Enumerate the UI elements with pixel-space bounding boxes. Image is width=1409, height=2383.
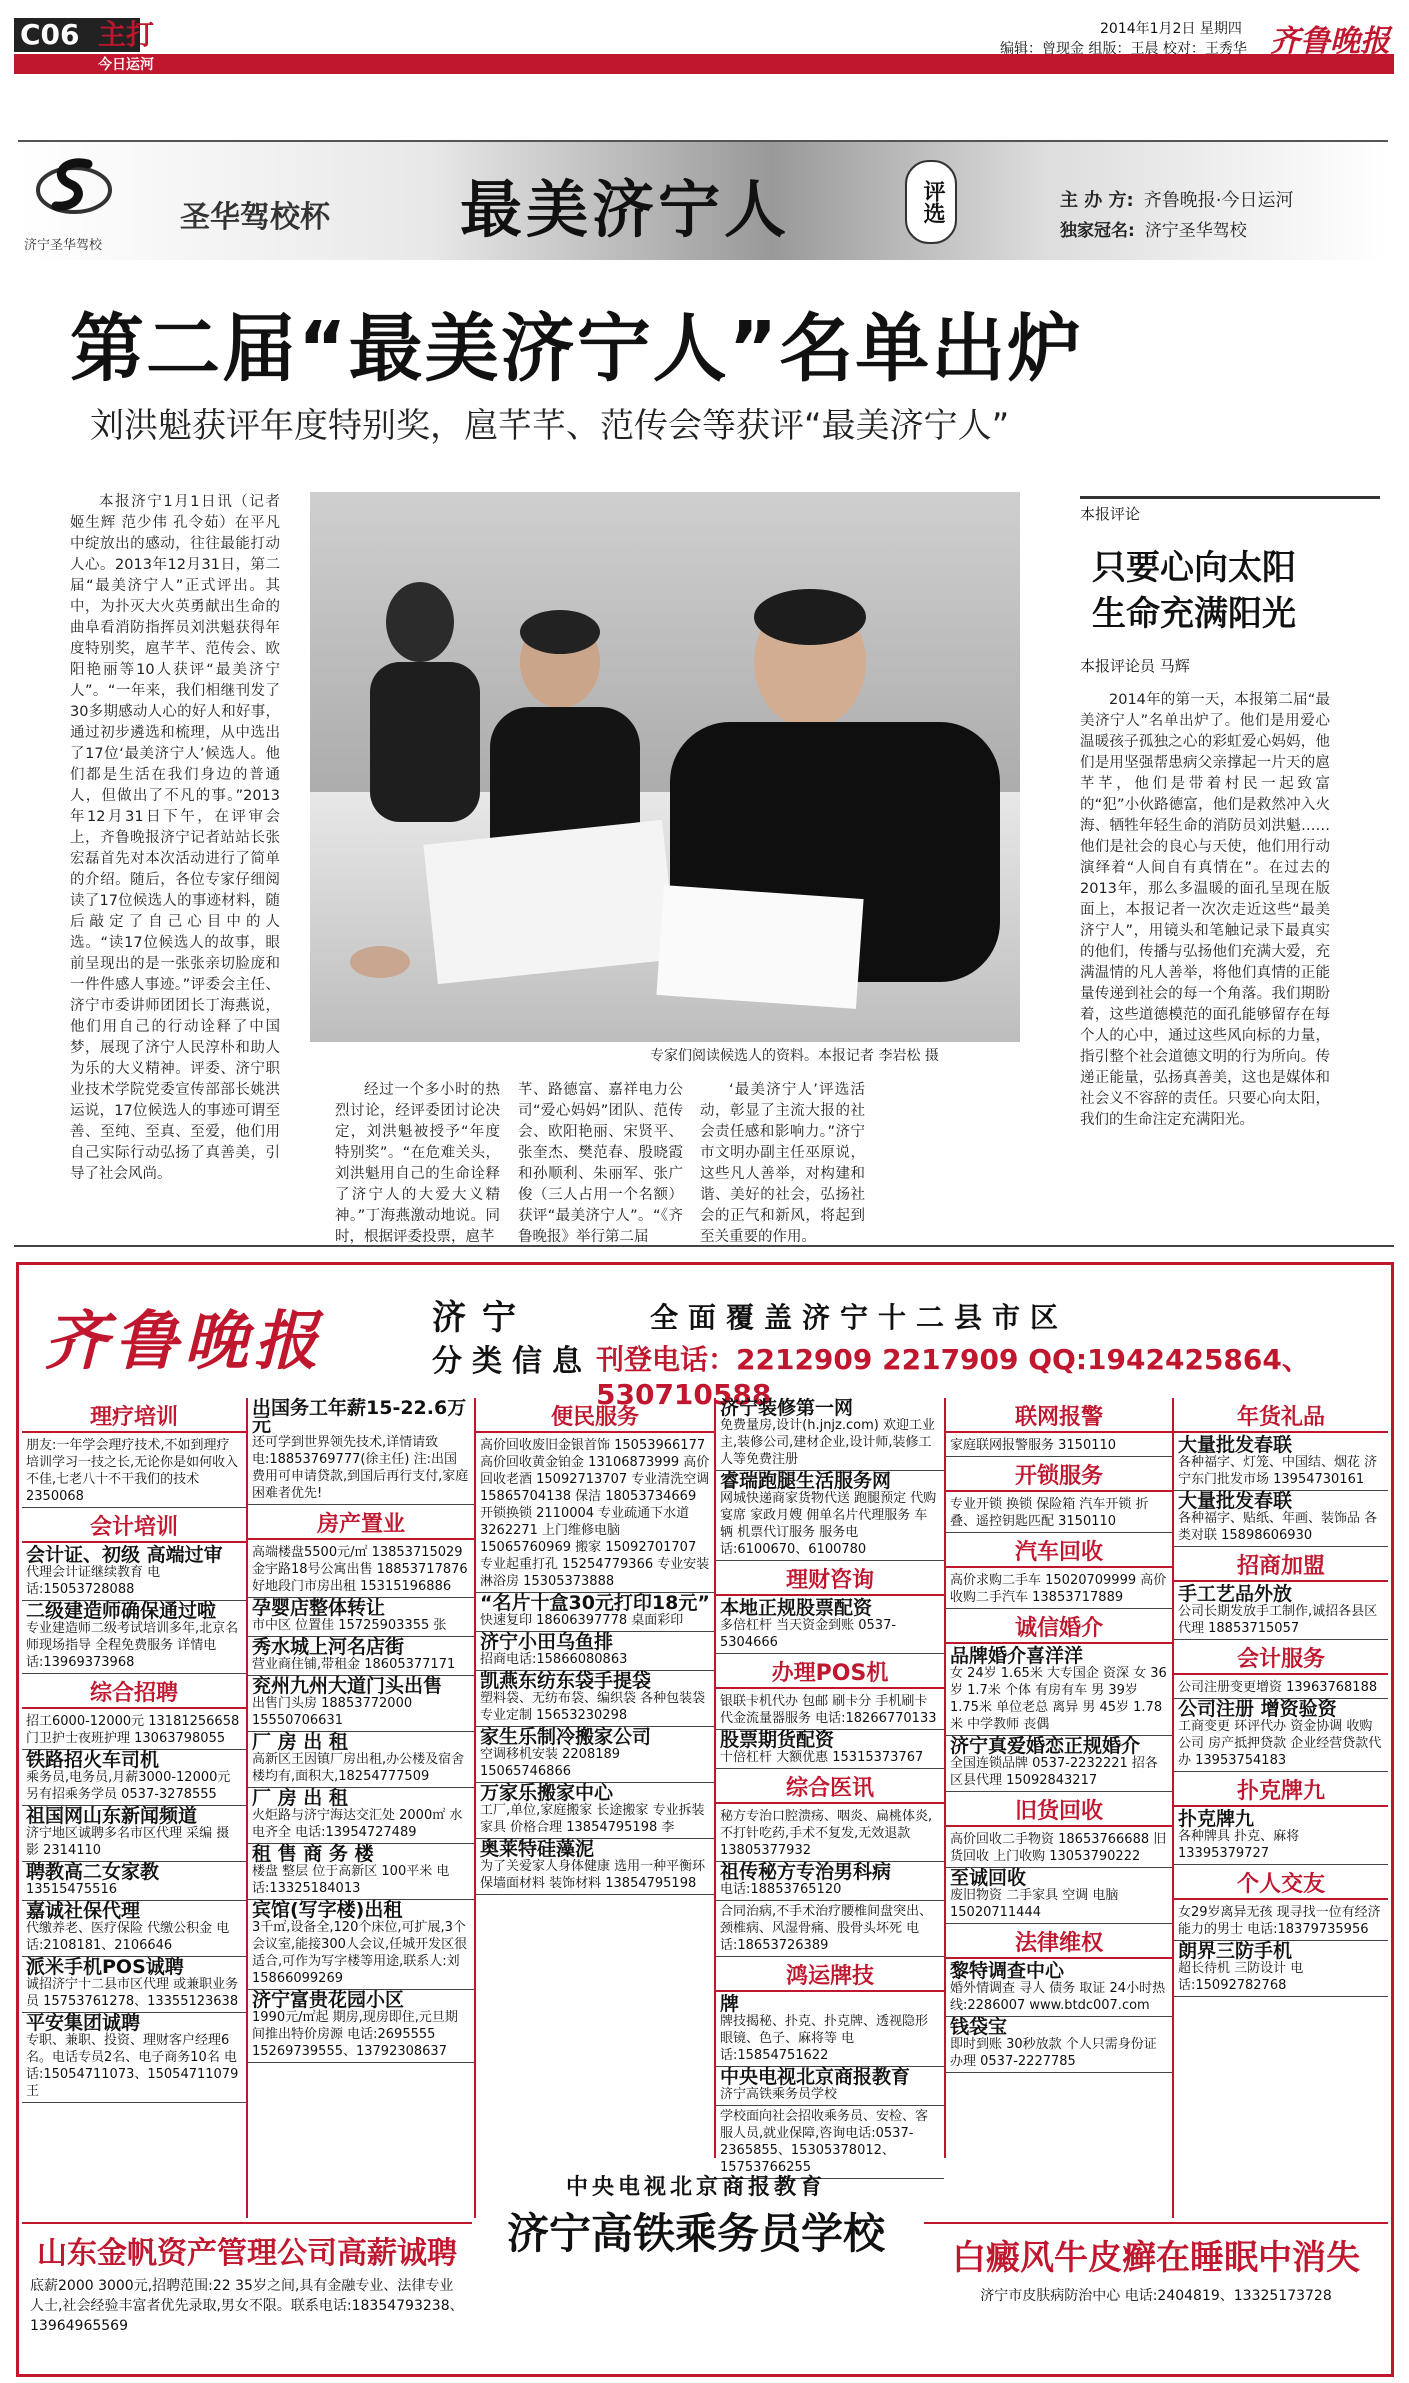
classified-ad — [248, 1990, 474, 2063]
classified-ad — [248, 1900, 474, 1990]
ad-title: 奥莱特硅藻泥 — [480, 1838, 595, 1860]
ad-category: 联网报警 — [946, 1400, 1172, 1433]
ad-category: 旧货回收 — [946, 1794, 1172, 1827]
ad-title: 济宁装修第一网 — [720, 1397, 854, 1419]
classified-ad — [476, 1727, 714, 1783]
classified-ad — [716, 1862, 944, 1901]
ad-text: 各种福字、灯笼、中国结、烟花 济宁东门批发市场 13954730161 — [1178, 1455, 1378, 1487]
classified-ad — [946, 1646, 1172, 1736]
classified-ad — [716, 1398, 944, 1471]
ad-title: 万家乐搬家中心 — [480, 1782, 614, 1804]
classified-ad — [716, 2106, 944, 2179]
ad-category: 会计培训 — [22, 1510, 246, 1543]
ad-title: 秀水城上河名店街 — [252, 1636, 405, 1658]
ad-title: 扑克牌九 — [1178, 1808, 1255, 1830]
ad-category: 会计服务 — [1174, 1642, 1388, 1675]
ad-text: 超长待机 三防设计 电话:15092782768 — [1178, 1961, 1304, 1993]
classified-ad — [476, 1839, 714, 1895]
bottom-ad-mid-top: 中央电视北京商报教育 — [565, 2175, 826, 2200]
classified-ad — [22, 1806, 246, 1862]
ad-title: 济宁真爱婚恋正规婚介 — [950, 1735, 1141, 1757]
classified-ad — [248, 1788, 474, 1844]
subsection-title: 今日运河 — [98, 57, 154, 73]
ad-title: “名片十盒30元打印18元” — [480, 1592, 710, 1614]
ad-category: 综合医讯 — [716, 1771, 944, 1804]
commentary-title — [1092, 545, 1296, 637]
sponsor-name: 济宁圣华驾校 — [1144, 221, 1247, 241]
ad-column-3 — [476, 1398, 716, 2158]
ad-category: 综合招聘 — [22, 1676, 246, 1709]
ad-category: 房产置业 — [248, 1507, 474, 1540]
ad-text: 招工6000-12000元 13181256658 门卫护士夜班护理 13063798055 — [26, 1714, 240, 1746]
commentary-tag: 本报评论 — [1080, 496, 1380, 524]
ad-category: 扑克牌九 — [1174, 1774, 1388, 1807]
ad-title: 朗界三防手机 — [1178, 1940, 1293, 1962]
ad-text: 朋友:一年学会理疗技术,不如到理疗培训学习一技之长,无论你是如何收入不佳,七老八十不干我们的技术 2350068 — [26, 1438, 239, 1504]
ad-title: 手工艺品外放 — [1178, 1583, 1293, 1605]
ad-title: 宾馆(写字楼)出租 — [252, 1899, 403, 1921]
ad-title: 大量批发春联 — [1178, 1434, 1293, 1456]
classified-ad — [248, 1732, 474, 1788]
ad-text: 还可学到世界领先技术,详情请致电:18853769777(徐主任) 注:出国费用可申请贷款,到国后再行支付,家庭困难者优先! — [252, 1435, 469, 1501]
classified-ad — [1174, 1902, 1388, 1941]
classified-ad — [22, 1711, 246, 1750]
classified-ad — [476, 1435, 714, 1593]
ad-title: 祖传秘方专治男科病 — [720, 1861, 892, 1883]
classified-ad — [22, 2013, 246, 2103]
classified-ad — [248, 1676, 474, 1732]
classified-ad — [1174, 1809, 1388, 1865]
bottom-ad-mid — [476, 2170, 916, 2370]
classified-ad — [716, 1901, 944, 1957]
commentary-body: 2014年的第一天，本报第二届“最美济宁人”名单出炉了。他们是用爱心温暖孩子孤独之心的彩虹爱心妈妈，他们是用坚强帮患病父亲撑起一片天的扈芊芊，他们是带着村民一起致富的“犯”小伙路德富，他们是救然冲入火海、牺牲年轻生命的消防员刘洪魁……他们是社会的良心与天使，他们用行动演绎着“人间自有真情在”。在过去的2013年，那么多温暖的面孔呈现在版面上，本报记者一次次走近这些“最美济宁人”，用镜头和笔触记录下最真实的他们，传播与弘扬他们充满大爱，充满温情的凡人善举，将他们真情的正能量传递到社会的每一个角落。我们期盼着，这些道德模范的面孔能够留存在每个人的心中，通过这些风向标的力量，指引整个社会道德文明的行为所向。传递正能量，弘扬真善美，这也是媒体和社会义不容辞的责任。只要心向太阳，我们的生命注定充满阳光。 — [1080, 692, 1330, 1128]
ad-text: 工厂,单位,家庭搬家 长途搬家 专业拆装家具 价格合理 13854795198 李 — [480, 1803, 705, 1835]
classified-ad — [716, 1730, 944, 1769]
ad-category: 开锁服务 — [946, 1459, 1172, 1492]
ad-text: 为了关爱家人身体健康 选用一种平衡环保墙面材料 装饰材料 13854795198 — [480, 1859, 706, 1891]
ad-category: 理疗培训 — [22, 1400, 246, 1433]
ad-text: 空调移机安装 2208189 15065746866 — [480, 1747, 621, 1779]
ad-text: 公司注册变更增资 13963768188 — [1178, 1680, 1378, 1695]
ad-text: 网城快递商家货物代送 跑腿预定 代购宴席 家政月嫂 佣单名片代理服务 车辆 机票代订服务 服务电话:6100670、6100780 — [720, 1491, 937, 1557]
banner-host — [1060, 186, 1293, 212]
ad-title: 二级建造师确保通过啦 — [26, 1600, 217, 1622]
article-col1: 本报济宁1月1日讯（记者 姬生辉 范少伟 孔令茹）在平凡中绽放出的感动，往往最能打动人心。2013年12月31日，第二届“最美济宁人”正式评出。其中，为扑灭大火英勇献出生命的曲阜看消防指挥员刘洪魁获得年度特别奖，扈芊芊、范传会、欧阳艳丽等10人获评“最美济宁人”。“一年来，我们相继刊发了30多期感动人心的好人和好事，通过初步遴选和梳理，从中选出了17位‘最美济宁人’候选人。他们都是生活在我们身边的普通人，但做出了不凡的事。”2013年12月31日下午，在评审会上，齐鲁晚报济宁记者站站长张宏磊首先对本次活动进行了简单的介绍。随后，各位专家仔细阅读了17位候选人的事迹材料，随后敲定了自己心目中的人选。“读17位候选人的故事，眼前呈现出的是一张张亲切脸庞和一件件感人事迹。”评委会主任、济宁市委讲师团团长丁海燕说，他们用自己的行动诠释了中国梦，展现了济宁人民淳朴和助人为乐的大义精神。评委、济宁职业技术学院党委宣传部部长姚洪运说，17位候选人的事迹可谓至善、至纯、至真、至爱，他们用自己实际行动弘扬了真善美，引导了社会风尚。 — [70, 494, 280, 1182]
ad-text: 高端楼盘5500元/㎡ 13853715029 金宇路18号公寓出售 18853717876 好地段门市房出租 15315196886 — [252, 1545, 468, 1594]
classified-ad — [248, 1598, 474, 1637]
classified-label: 分类信息 — [432, 1344, 592, 1379]
classified-ad — [476, 1671, 714, 1727]
classified-ad — [946, 1570, 1172, 1609]
ad-text: 乘务员,电务员,月薪3000-12000元 另有招乘务学员 0537-3278555 — [26, 1770, 231, 1802]
ad-text: 高价求购二手车 15020709999 高价收购二手汽车 13853717889 — [950, 1573, 1167, 1605]
ad-title: 中央电视北京商报教育 — [720, 2066, 911, 2088]
ad-title: 品牌婚介喜洋洋 — [950, 1645, 1084, 1667]
ad-text: 女 24岁 1.65米 大专国企 资深 女 36岁 1.7米 个体 有房有车 男 39岁 1.75米 单位老总 离异 男 45岁 1.78米 中学教师 丧偶 — [950, 1666, 1167, 1732]
ad-text: 诚招济宁十二县市区代理 或兼职业务员 15753761278、13355123638 — [26, 1977, 239, 2009]
commentary-author: 本报评论员 马辉 — [1080, 657, 1190, 675]
ad-column-1 — [22, 1398, 248, 2218]
photo-caption: 专家们阅读候选人的资料。本报记者 李岩松 摄 — [650, 1048, 939, 1064]
paper-logo: 齐鲁晚报 — [1270, 24, 1390, 59]
ad-title: 公司注册 增资验资 — [1178, 1698, 1337, 1720]
article-col3: 芊、路德富、嘉祥电力公司“爱心妈妈”团队、范传会、欧阳艳丽、宋贤平、张奎杰、樊范春、殷晓霞和孙顺利、朱丽军、张广俊（三人占用一个名额）获评“最美济宁人”。“《齐鲁晚报》举行第二届 — [518, 1082, 683, 1245]
classified-ad — [946, 1961, 1172, 2017]
classified-ad — [716, 1691, 944, 1730]
classified-ad — [1174, 1584, 1388, 1640]
ad-text: 高价回收废旧金银首饰 15053966177 高价回收黄金铂金 13106873999 高价回收老酒 15092713707 专业清洗空调 15865704138 保洁 18053734669 开锁换锁 2110004 专业疏通下水道 3262271 上门维修电脑 15065760969 搬家 15092701707 专业起重打孔 15254779366 专业安装淋浴房 15305373888 — [480, 1438, 710, 1589]
ad-title: 出国务工年薪15-22.6万元 — [252, 1397, 467, 1436]
ad-title: 本地正规股票配资 — [720, 1597, 873, 1619]
ad-title: 厂 房 出 租 — [252, 1731, 348, 1753]
ad-category: 理财咨询 — [716, 1563, 944, 1596]
ad-title: 厂 房 出 租 — [252, 1787, 348, 1809]
bottom-ad-left — [22, 2222, 472, 2374]
classified-ad — [1174, 1491, 1388, 1547]
host-label: 主 办 方: — [1060, 190, 1134, 211]
ad-text: 高价回收二手物资 18653766688 旧货回收 上门收购 13053790222 — [950, 1832, 1167, 1864]
ad-title: 祖国网山东新闻频道 — [26, 1805, 198, 1827]
ad-title: 睿瑞跑腿生活服务网 — [720, 1470, 892, 1492]
classified-ad — [946, 1829, 1172, 1868]
ad-text: 出售门头房 18853772000 15550706631 — [252, 1696, 413, 1728]
ad-text: 1990元/㎡起 期房,现房即住,元旦期间推出特价房源 电话:2695555 15269739555、13792308637 — [252, 2010, 458, 2059]
bottom-ad-right-title: 白癜风牛皮癣在睡眠中消失 — [952, 2238, 1360, 2278]
bottom-ad-left-text: 底薪2000 3000元,招聘范围:22 35岁之间,具有金融专业、法律专业人士,社会经验丰富者优先录取,男女不限。联系电话:18354793238、13964965569 — [30, 2278, 464, 2334]
ad-text: 代缴养老、医疗保险 代缴公积金 电话:2108181、2106646 — [26, 1921, 230, 1953]
ad-text: 合同治病,不手术治疗腰椎间盘突出、颈椎病、风湿骨痛、股骨头坏死 电话:18653726389 — [720, 1904, 933, 1953]
classified-ad — [248, 1398, 474, 1505]
classified-ad — [476, 1593, 714, 1632]
classified-coverage: 全面覆盖济宁十二县市区 — [650, 1301, 1069, 1334]
ad-column-5 — [946, 1398, 1174, 2218]
classified-ad — [716, 1994, 944, 2067]
ad-title: 股票期货配资 — [720, 1729, 835, 1751]
classified-phone: 刊登电话：2212909 2217909 QQ:1942425864、530710588 — [596, 1343, 1310, 1411]
ad-category: 汽车回收 — [946, 1535, 1172, 1568]
classified-ad — [1174, 1677, 1388, 1699]
ad-title: 济宁富贵花园小区 — [252, 1989, 405, 2011]
issue-date: 2014年1月2日 星期四 — [1100, 21, 1242, 37]
ad-text: 楼盘 整层 位于高新区 100平米 电话:13325184013 — [252, 1864, 450, 1896]
headline: 第二届“最美济宁人”名单出炉 — [70, 306, 1084, 392]
classified-ad — [248, 1542, 474, 1598]
ad-text: 婚外情调查 寻人 债务 取证 24小时热线:2286007 www.btdc007.com — [950, 1981, 1166, 2013]
ad-title: 至诚回收 — [950, 1867, 1027, 1889]
article-col4: ‘最美济宁人’评选活动，彰显了主流大报的社会责任感和影响力。”济宁市文明办副主任巫原说，这些凡人善举，对构建和谐、美好的社会，弘扬社会的正气和新风，将起到至关重要的作用。 — [700, 1082, 865, 1245]
photo-figures — [310, 492, 1020, 1042]
ad-category: 鸿运牌技 — [716, 1959, 944, 1992]
classified-ad — [22, 1545, 246, 1601]
classified-ad — [946, 1736, 1172, 1792]
commentary-title-line2: 生命充满阳光 — [1092, 594, 1296, 634]
ad-text: 公司长期发放手工制作,诚招各县区代理 18853715057 — [1178, 1604, 1378, 1636]
ad-title: 济宁小田乌鱼排 — [480, 1631, 614, 1653]
classified-ad — [716, 1471, 944, 1561]
ad-text: 营业商住铺,带租金 18605377171 — [252, 1657, 456, 1672]
classified-ad — [22, 1601, 246, 1674]
ad-text: 专业开锁 换锁 保险箱 汽车开锁 折叠、遥控钥匙匹配 3150110 — [950, 1497, 1149, 1529]
ad-text: 济宁高铁乘务员学校 — [720, 2087, 838, 2102]
section-divider — [14, 1245, 1394, 1247]
ad-text: 13515475516 — [26, 1882, 117, 1897]
classified-ad — [716, 1806, 944, 1862]
editor-credits: 编辑：曾现金 组版：王晨 校对：王秀华 — [1000, 41, 1247, 57]
ad-title: 嘉诚社保代理 — [26, 1900, 141, 1922]
ad-text: 家庭联网报警服务 3150110 — [950, 1438, 1117, 1453]
classified-ad — [716, 2067, 944, 2106]
classified-ad — [476, 1632, 714, 1671]
classified-ad — [22, 1901, 246, 1957]
banner-title: 最美济宁人 — [460, 173, 791, 246]
driving-school-logo — [34, 150, 114, 222]
ad-column-2 — [248, 1398, 476, 2218]
sponsor-label: 独家冠名: — [1060, 221, 1135, 241]
ad-column-6 — [1174, 1398, 1388, 2218]
ad-title: 会计证、初级 高端过审 — [26, 1544, 223, 1566]
ad-text: 牌技揭秘、扑克、扑克牌、透视隐形眼镜、色子、麻将等 电话:15854751622 — [720, 2014, 929, 2063]
ad-title: 派米手机POS诚聘 — [26, 1956, 184, 1978]
bottom-ad-right — [924, 2222, 1388, 2374]
ad-text: 3千㎡,设备全,120个床位,可扩展,3个会议室,能接300人会议,任城开发区很适合,可作为写字楼等用途,联系人:刘 15866099269 — [252, 1920, 468, 1986]
ad-text: 专业建造师二级考试培训多年,北京名师现场指导 全程免费服务 详情电话:13969373968 — [26, 1621, 239, 1670]
classified-ad — [22, 1862, 246, 1901]
ad-text: 代理会计证继续教育 电话:15053728088 — [26, 1565, 161, 1597]
ad-title: 钱袋宝 — [950, 2016, 1008, 2038]
banner-seal: 评选 — [905, 160, 957, 244]
ad-title: 租 售 商 务 楼 — [252, 1843, 374, 1865]
classified-ad — [22, 1750, 246, 1806]
ad-text: 快速复印 18606397778 桌面彩印 — [480, 1613, 684, 1628]
ad-column-4 — [716, 1397, 946, 2175]
ad-category: 招商加盟 — [1174, 1549, 1388, 1582]
banner-org: 济宁圣华驾校 — [24, 238, 103, 253]
ad-title: 凯燕东纺东袋手提袋 — [480, 1670, 652, 1692]
classified-ad — [1174, 1435, 1388, 1491]
banner-sponsor — [1060, 216, 1247, 241]
ad-text: 市中区 位置佳 15725903355 张 — [252, 1618, 447, 1633]
ad-category: 办理POS机 — [716, 1656, 944, 1689]
ad-title: 平安集团诚聘 — [26, 2012, 141, 2034]
ad-title: 聘教高二女家教 — [26, 1861, 160, 1883]
classified-ad — [476, 1783, 714, 1839]
classified-ad — [946, 1494, 1172, 1533]
classified-ad — [248, 1637, 474, 1676]
ad-text: 银联卡机代办 包邮 刷卡分 手机刷卡 代金流量器服务 电话:18266770133 — [720, 1694, 937, 1726]
ad-text: 火炬路与济宁海达交汇处 2000㎡ 水电齐全 电话:13954727489 — [252, 1808, 463, 1840]
classified-ad — [946, 1868, 1172, 1924]
ad-title: 牌 — [720, 1993, 740, 2015]
classified-brand: 齐鲁晚报 — [44, 1304, 324, 1379]
ad-text: 免费量房,设计(h.jnjz.com) 欢迎工业主,装修公司,建材企业,设计师,装修工人等免费注册 — [720, 1418, 935, 1467]
ad-text: 招商电话:15866080863 — [480, 1652, 628, 1667]
classified-ad — [22, 1957, 246, 2013]
article-col2: 经过一个多小时的热烈讨论，经评委团讨论决定，刘洪魁被授予“年度特别奖”。“在危难关头，刘洪魁用自己的生命诠释了济宁人的大爱大义精神。”丁海燕激动地说。同时，根据评委投票，扈芊 — [335, 1082, 500, 1245]
ad-title: 兖州九州大道门头出售 — [252, 1675, 443, 1697]
classified-ad — [248, 1844, 474, 1900]
ad-category: 个人交友 — [1174, 1867, 1388, 1900]
ad-title: 家生乐制冷搬家公司 — [480, 1726, 652, 1748]
ad-text: 各种福字、贴纸、年画、装饰品 各类对联 15898606930 — [1178, 1511, 1378, 1543]
ad-category: 便民服务 — [476, 1400, 714, 1433]
section-title: 主打 — [98, 18, 155, 51]
classified-ad — [22, 1435, 246, 1508]
ad-category: 法律维权 — [946, 1926, 1172, 1959]
ad-text: 即时到账 30秒放款 个人只需身份证办理 0537-2227785 — [950, 2037, 1157, 2069]
ad-title: 大量批发春联 — [1178, 1490, 1293, 1512]
ad-title: 孕婴店整体转让 — [252, 1597, 386, 1619]
ad-text: 废旧物资 二手家具 空调 电脑 15020711444 — [950, 1888, 1119, 1920]
ad-text: 工商变更 环评代办 资金协调 收购公司 房产抵押贷款 企业经营贷款代办 13953754183 — [1178, 1719, 1382, 1768]
ad-text: 秘方专治口腔溃疡、咽炎、扁桃体炎,不打针吃药,手术不复发,无效退款 13805377932 — [720, 1809, 933, 1858]
ad-text: 塑料袋、无纺布袋、编织袋 各种包装袋 专业定制 15653230298 — [480, 1691, 706, 1723]
ad-text: 学校面向社会招收乘务员、安检、客服人员,就业保障,咨询电话:0537-2365855、15305378012、15753766255 — [720, 2109, 929, 2175]
ad-title: 铁路招火车司机 — [26, 1749, 160, 1771]
news-photo — [310, 492, 1020, 1042]
ad-text: 各种牌具 扑克、麻将 13395379727 — [1178, 1829, 1300, 1861]
ad-text: 全国连锁品牌 0537-2232221 招各区县代理 15092843217 — [950, 1756, 1158, 1788]
classified-city: 济宁 — [432, 1298, 532, 1338]
ad-text: 高新区王因镇厂房出租,办公楼及宿舍楼均有,面积大,18254777509 — [252, 1752, 465, 1784]
bottom-ad-mid-title: 济宁高铁乘务员学校 — [506, 2209, 885, 2258]
ad-text: 女29岁离异无孩 现寻找一位有经济能力的男士 电话:18379735956 — [1178, 1905, 1381, 1937]
ad-text: 专职、兼职、投资、理财客户经理6名。电话专员2名、电子商务10名 电话:15054711073、15054711079王 — [26, 2033, 239, 2099]
ad-title: 黎特调查中心 — [950, 1960, 1065, 1982]
subheadline: 刘洪魁获评年度特别奖，扈芊芊、范传会等获评“最美济宁人” — [90, 406, 1010, 446]
ad-text: 多倍杠杆 当天资金到账 0537-5304666 — [720, 1618, 897, 1650]
classified-ad — [946, 1435, 1172, 1457]
ad-category: 诚信婚介 — [946, 1611, 1172, 1644]
commentary-title-line1: 只要心向太阳 — [1092, 548, 1296, 588]
classified-ad — [716, 1598, 944, 1654]
classified-ad — [946, 2017, 1172, 2073]
ad-category: 年货礼品 — [1174, 1400, 1388, 1433]
bottom-ad-left-title: 山东金帆资产管理公司高薪诚聘 — [37, 2236, 457, 2271]
bottom-ad-right-text: 济宁市皮肤病防治中心 电话:2404819、13325173728 — [980, 2288, 1332, 2304]
banner-cup: 圣华驾校杯 — [180, 200, 330, 235]
page-code: C06 — [14, 18, 140, 52]
host-name: 齐鲁晚报·今日运河 — [1143, 190, 1294, 211]
ad-text: 十倍杠杆 大额优惠 15315373767 — [720, 1750, 924, 1765]
classified-ad — [1174, 1699, 1388, 1772]
ad-text: 济宁地区诚聘多名市区代理 采编 摄影 2314110 — [26, 1826, 230, 1858]
classified-ad — [1174, 1941, 1388, 1997]
ad-text: 电话:18853765120 — [720, 1882, 842, 1897]
